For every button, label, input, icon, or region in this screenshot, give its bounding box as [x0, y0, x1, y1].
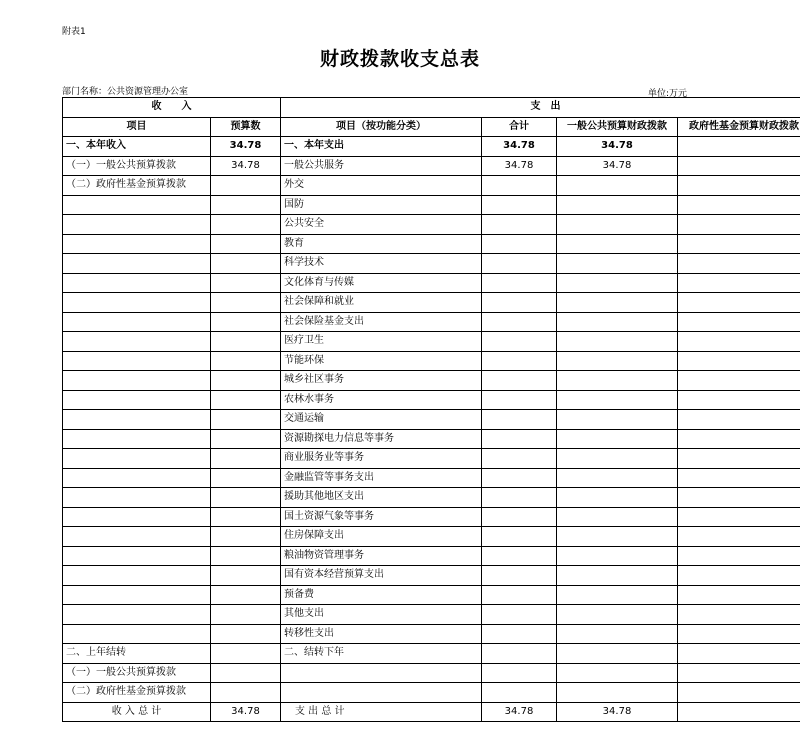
in-item-cell: （一）一般公共预算拨款	[63, 156, 211, 176]
gov-fund-cell	[678, 449, 800, 469]
gov-fund-cell	[678, 507, 800, 527]
general-budget-cell	[557, 215, 678, 235]
in-item-cell	[63, 546, 211, 566]
gov-fund-cell	[678, 351, 800, 371]
in-item-cell	[63, 312, 211, 332]
total-cell	[482, 546, 557, 566]
gov-fund-cell	[678, 488, 800, 508]
in-item-cell	[63, 585, 211, 605]
in-item-cell	[63, 215, 211, 235]
income-total-value: 34.78	[211, 702, 281, 722]
gov-fund-cell	[678, 312, 800, 332]
in-value-cell	[211, 663, 281, 683]
general-budget-cell	[557, 293, 678, 313]
in-item-cell	[63, 254, 211, 274]
out-item-cell: 住房保障支出	[281, 527, 482, 547]
table-row	[63, 507, 800, 527]
general-budget-cell: 34.78	[557, 156, 678, 176]
in-value-cell	[211, 410, 281, 430]
col-budget: 预算数	[211, 117, 281, 137]
gov-fund-cell	[678, 156, 800, 176]
in-item-cell	[63, 293, 211, 313]
section-header-row	[63, 98, 800, 118]
total-cell	[482, 254, 557, 274]
col-gov-fund: 政府性基金预算财政拨款	[678, 117, 800, 137]
in-item-cell	[63, 566, 211, 586]
table-row	[63, 429, 800, 449]
in-item-cell	[63, 234, 211, 254]
out-item-cell: 援助其他地区支出	[281, 488, 482, 508]
out-item-cell: 社会保障和就业	[281, 293, 482, 313]
general-budget-cell	[557, 566, 678, 586]
in-item-cell: （二）政府性基金预算拨款	[63, 176, 211, 196]
gov-fund-cell	[678, 566, 800, 586]
table-row	[63, 312, 800, 332]
total-cell	[482, 488, 557, 508]
table-row	[63, 468, 800, 488]
out-item-cell: 科学技术	[281, 254, 482, 274]
table-row	[63, 195, 800, 215]
gov-fund-cell	[678, 546, 800, 566]
in-item-cell	[63, 273, 211, 293]
totals-row	[63, 702, 800, 722]
in-value-cell	[211, 254, 281, 274]
in-value-cell	[211, 468, 281, 488]
in-value-cell	[211, 488, 281, 508]
general-budget-cell	[557, 468, 678, 488]
column-header-row	[63, 117, 800, 137]
general-budget-cell	[557, 332, 678, 352]
unit-label: 单位:万元	[648, 89, 688, 99]
gov-fund-cell	[678, 273, 800, 293]
col-total: 合计	[482, 117, 557, 137]
total-cell: 34.78	[482, 137, 557, 157]
income-total-label: 收 入 总 计	[63, 702, 211, 722]
in-item-cell	[63, 429, 211, 449]
out-item-cell	[281, 663, 482, 683]
in-value-cell	[211, 507, 281, 527]
total-cell	[482, 468, 557, 488]
in-value-cell	[211, 371, 281, 391]
general-budget-cell	[557, 176, 678, 196]
out-item-cell: 外交	[281, 176, 482, 196]
general-budget-cell	[557, 488, 678, 508]
in-item-cell	[63, 605, 211, 625]
table-row	[63, 156, 800, 176]
total-cell	[482, 176, 557, 196]
out-item-cell: 交通运输	[281, 410, 482, 430]
in-value-cell	[211, 429, 281, 449]
out-item-cell: 医疗卫生	[281, 332, 482, 352]
summary-table	[62, 97, 800, 722]
gov-fund-cell	[678, 644, 800, 664]
out-item-cell: 一般公共服务	[281, 156, 482, 176]
out-item-cell: 资源勘探电力信息等事务	[281, 429, 482, 449]
total-cell	[482, 507, 557, 527]
general-budget-cell: 34.78	[557, 137, 678, 157]
gov-fund-cell	[678, 410, 800, 430]
in-value-cell	[211, 312, 281, 332]
general-budget-cell	[557, 429, 678, 449]
in-item-cell: 一、本年收入	[63, 137, 211, 157]
total-cell	[482, 293, 557, 313]
general-budget-cell	[557, 546, 678, 566]
total-cell	[482, 566, 557, 586]
in-value-cell	[211, 215, 281, 235]
in-item-cell: 二、上年结转	[63, 644, 211, 664]
col-general-budget: 一般公共预算财政拨款	[557, 117, 678, 137]
gov-fund-cell	[678, 468, 800, 488]
in-item-cell	[63, 371, 211, 391]
in-value-cell	[211, 293, 281, 313]
general-budget-cell	[557, 390, 678, 410]
total-cell	[482, 215, 557, 235]
table-row	[63, 254, 800, 274]
total-cell	[482, 234, 557, 254]
general-budget-cell	[557, 254, 678, 274]
gov-fund-total	[678, 702, 800, 722]
out-item-cell: 粮油物资管理事务	[281, 546, 482, 566]
general-budget-cell	[557, 351, 678, 371]
general-budget-cell	[557, 449, 678, 469]
out-item-cell: 国有资本经营预算支出	[281, 566, 482, 586]
table-row	[63, 585, 800, 605]
gov-fund-cell	[678, 663, 800, 683]
expense-total-value: 34.78	[482, 702, 557, 722]
gov-fund-cell	[678, 585, 800, 605]
gov-fund-cell	[678, 137, 800, 157]
page-title: 财政拨款收支总表	[319, 48, 480, 70]
general-budget-total: 34.78	[557, 702, 678, 722]
general-budget-cell	[557, 605, 678, 625]
in-value-cell	[211, 683, 281, 703]
income-section-header: 收 入	[63, 98, 281, 118]
general-budget-cell	[557, 273, 678, 293]
general-budget-cell	[557, 527, 678, 547]
in-value-cell	[211, 273, 281, 293]
in-item-cell	[63, 390, 211, 410]
in-item-cell	[63, 507, 211, 527]
general-budget-cell	[557, 683, 678, 703]
out-item-cell: 公共安全	[281, 215, 482, 235]
in-value-cell	[211, 585, 281, 605]
table-row	[63, 449, 800, 469]
table-row	[63, 566, 800, 586]
out-item-cell: 教育	[281, 234, 482, 254]
table-row	[63, 390, 800, 410]
table-row	[63, 176, 800, 196]
total-cell	[482, 605, 557, 625]
in-value-cell	[211, 624, 281, 644]
total-cell	[482, 410, 557, 430]
general-budget-cell	[557, 663, 678, 683]
table-row	[63, 371, 800, 391]
col-item: 项目	[63, 117, 211, 137]
in-item-cell: （一）一般公共预算拨款	[63, 663, 211, 683]
total-cell	[482, 585, 557, 605]
table-row	[63, 215, 800, 235]
table-row	[63, 527, 800, 547]
out-item-cell: 转移性支出	[281, 624, 482, 644]
table-row	[63, 605, 800, 625]
total-cell	[482, 195, 557, 215]
in-item-cell	[63, 410, 211, 430]
out-item-cell: 商业服务业等事务	[281, 449, 482, 469]
total-cell	[482, 644, 557, 664]
out-item-cell: 国防	[281, 195, 482, 215]
total-cell	[482, 527, 557, 547]
in-item-cell	[63, 195, 211, 215]
total-cell	[482, 683, 557, 703]
table-row	[63, 351, 800, 371]
expense-section-header: 支 出	[281, 98, 800, 118]
general-budget-cell	[557, 410, 678, 430]
in-value-cell: 34.78	[211, 137, 281, 157]
table-row	[63, 488, 800, 508]
gov-fund-cell	[678, 234, 800, 254]
table-row	[63, 644, 800, 664]
gov-fund-cell	[678, 683, 800, 703]
general-budget-cell	[557, 371, 678, 391]
in-value-cell	[211, 566, 281, 586]
total-cell	[482, 371, 557, 391]
gov-fund-cell	[678, 429, 800, 449]
gov-fund-cell	[678, 605, 800, 625]
out-item-cell: 预备费	[281, 585, 482, 605]
in-value-cell	[211, 644, 281, 664]
gov-fund-cell	[678, 371, 800, 391]
expense-total-label: 支 出 总 计	[281, 702, 482, 722]
out-item-cell: 农林水事务	[281, 390, 482, 410]
out-item-cell: 节能环保	[281, 351, 482, 371]
department-name: 部门名称：公共资源管理办公室	[62, 87, 189, 97]
gov-fund-cell	[678, 390, 800, 410]
in-value-cell	[211, 351, 281, 371]
general-budget-cell	[557, 234, 678, 254]
general-budget-cell	[557, 312, 678, 332]
table-row	[63, 624, 800, 644]
total-cell	[482, 332, 557, 352]
total-cell	[482, 449, 557, 469]
table-row	[63, 273, 800, 293]
out-item-cell: 文化体育与传媒	[281, 273, 482, 293]
in-item-cell	[63, 449, 211, 469]
total-cell	[482, 624, 557, 644]
general-budget-cell	[557, 585, 678, 605]
attachment-label: 附表1	[62, 27, 86, 37]
out-item-cell: 一、本年支出	[281, 137, 482, 157]
table-row	[63, 332, 800, 352]
in-value-cell	[211, 449, 281, 469]
in-item-cell	[63, 351, 211, 371]
table-row	[63, 683, 800, 703]
gov-fund-cell	[678, 527, 800, 547]
gov-fund-cell	[678, 254, 800, 274]
total-cell	[482, 351, 557, 371]
out-item-cell: 其他支出	[281, 605, 482, 625]
total-cell: 34.78	[482, 156, 557, 176]
total-cell	[482, 663, 557, 683]
out-item-cell: 金融监管等事务支出	[281, 468, 482, 488]
in-value-cell	[211, 546, 281, 566]
total-cell	[482, 429, 557, 449]
table-row	[63, 234, 800, 254]
total-cell	[482, 390, 557, 410]
out-item-cell	[281, 683, 482, 703]
general-budget-cell	[557, 624, 678, 644]
out-item-cell: 城乡社区事务	[281, 371, 482, 391]
in-value-cell	[211, 332, 281, 352]
col-item-by-function: 项目（按功能分类）	[281, 117, 482, 137]
gov-fund-cell	[678, 215, 800, 235]
general-budget-cell	[557, 644, 678, 664]
table-row	[63, 410, 800, 430]
total-cell	[482, 273, 557, 293]
table-row	[63, 663, 800, 683]
in-item-cell	[63, 527, 211, 547]
in-value-cell	[211, 176, 281, 196]
general-budget-cell	[557, 195, 678, 215]
in-value-cell	[211, 234, 281, 254]
out-item-cell: 社会保险基金支出	[281, 312, 482, 332]
in-value-cell	[211, 605, 281, 625]
in-item-cell: （二）政府性基金预算拨款	[63, 683, 211, 703]
in-value-cell	[211, 527, 281, 547]
table-row	[63, 137, 800, 157]
in-item-cell	[63, 624, 211, 644]
gov-fund-cell	[678, 293, 800, 313]
gov-fund-cell	[678, 176, 800, 196]
gov-fund-cell	[678, 624, 800, 644]
table-row	[63, 546, 800, 566]
in-value-cell	[211, 390, 281, 410]
gov-fund-cell	[678, 195, 800, 215]
in-value-cell	[211, 195, 281, 215]
general-budget-cell	[557, 507, 678, 527]
in-item-cell	[63, 332, 211, 352]
in-item-cell	[63, 468, 211, 488]
out-item-cell: 二、结转下年	[281, 644, 482, 664]
table-row	[63, 293, 800, 313]
in-value-cell: 34.78	[211, 156, 281, 176]
total-cell	[482, 312, 557, 332]
out-item-cell: 国土资源气象等事务	[281, 507, 482, 527]
in-item-cell	[63, 488, 211, 508]
gov-fund-cell	[678, 332, 800, 352]
